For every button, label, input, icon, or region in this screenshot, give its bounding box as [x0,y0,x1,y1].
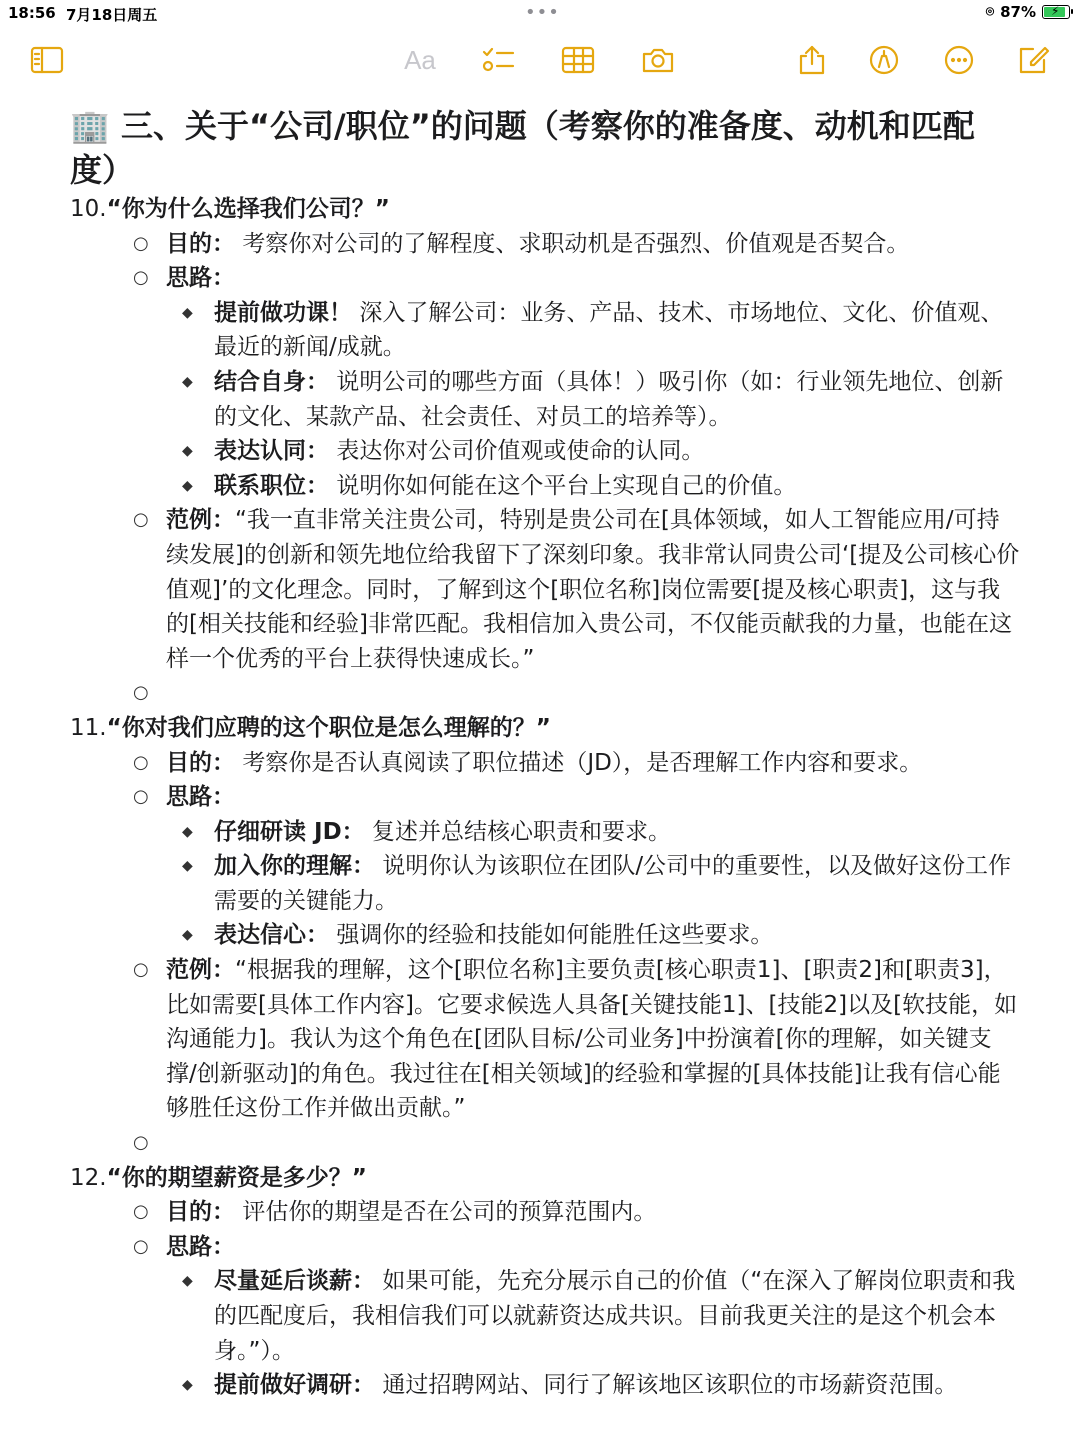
focus-icon: ⌾ [985,4,995,20]
tip-text: 说明你如何能在这个平台上实现自己的价值。 [336,472,797,499]
question-title: “你的期望薪资是多少？” [106,1164,367,1191]
purpose-text: 考察你是否认真阅读了职位描述（JD），是否理解工作内容和要求。 [242,749,923,776]
tip-text: 说明你认为该职位在团队/公司中的重要性，以及做好这份工作需要的关键能力。 [214,853,1012,914]
format-text-button[interactable]: Aa [404,44,436,75]
diamond-bullet-icon: ◆ [182,1377,193,1394]
tip-label: 尽量延后谈薪： [214,1268,375,1295]
diamond-bullet-icon: ◆ [182,304,193,321]
tip-item [70,296,1020,365]
status-right [986,3,1070,21]
hollow-bullet-icon: ○ [133,751,149,773]
example-text: “我一直非常关注贵公司，特别是贵公司在[具体领域，如人工智能应用/可持续发展]的创新和领先地位给我留下了深刻印象。我非常认同贵公司‘[提及公司核心价值观]’的文化理念。同时，了解到这个[职位名称]岗位需要[提及核心职责]，这与我的[相关技能和经验]非常匹配。我相信加入贵公司，不仅能贡献我的力量，也能在这样一个优秀的平台上获得快速成长。” [166,507,1020,672]
checklist-icon[interactable] [480,44,516,76]
purpose-text: 评估你的期望是否在公司的预算范围内。 [242,1199,657,1226]
example-item [70,503,1020,676]
question-number: 11. [70,714,107,741]
sidebar-icon[interactable] [29,44,65,76]
tip-label: 仔细研读 JD： [214,818,365,845]
question-number: 10. [70,196,107,222]
diamond-bullet-icon: ◆ [182,443,193,460]
status-bar [0,0,1080,28]
empty-list-item[interactable] [70,1126,1020,1161]
diamond-bullet-icon: ◆ [182,477,193,494]
share-icon[interactable] [794,44,830,76]
tip-item [70,434,1020,469]
empty-list-item[interactable] [70,676,1020,711]
question-heading [70,192,1020,227]
section-title: 🏢 三、关于“公司/职位”的问题（考察你的准备度、动机和匹配度） [70,107,975,189]
purpose-label: 目的： [166,230,235,257]
tip-item [70,918,1020,953]
hollow-bullet-icon: ○ [133,1132,149,1154]
example-text: “根据我的理解，这个[职位名称]主要负责[核心职责1]、[职责2]和[职责3]，比如需要[具体工作内容]。它要求候选人具备[关键技能1]、[技能2]以及[软技能，如沟通能力]。我认为这个角色在[团队目标/公司业务]中扮演着[你的理解，如关键支撑/创新驱动]的角色。我过往在[相关领域]的经验和掌握的[具体技能]让我有信心能够胜任这份工作并做出贡献。” [166,957,1018,1122]
hollow-bullet-icon: ○ [133,267,149,289]
hollow-bullet-icon: ○ [133,959,149,981]
question-title: “你为什么选择我们公司？” [106,196,390,222]
tip-label: 表达认同： [214,438,329,465]
camera-icon[interactable] [640,44,676,76]
battery-icon: ⚡ [1042,5,1070,19]
tip-text: 表达你对公司价值观或使命的认同。 [336,438,705,465]
question-list [70,192,1020,1403]
status-time: 18:56 [8,4,56,22]
hollow-bullet-icon: ○ [133,232,149,254]
tip-text: 通过招聘网站、同行了解该地区该职位的市场薪资范围。 [382,1372,958,1399]
multitask-dots-icon[interactable]: ••• [525,2,560,23]
tip-text: 深入了解公司：业务、产品、技术、市场地位、文化、价值观、最近的新闻/成就。 [214,299,1004,361]
hollow-bullet-icon: ○ [133,509,149,531]
tip-label: 提前做好调研： [214,1372,375,1399]
diamond-bullet-icon: ◆ [182,823,193,840]
tip-label: 联系职位： [214,472,329,499]
compose-icon[interactable] [1016,44,1052,76]
hollow-bullet-icon: ○ [133,786,149,808]
purpose-label: 目的： [166,749,235,776]
hollow-bullet-icon: ○ [133,682,149,704]
tip-text: 强调你的经验和技能如何能胜任这些要求。 [336,922,774,949]
approach-item [70,1230,1020,1265]
question-number: 12. [70,1164,107,1191]
battery-percent: 87% [1000,3,1036,21]
tip-label: 提前做功课！ [214,299,352,326]
status-date: 7月18日周五 [66,6,158,24]
table-icon[interactable] [560,44,596,76]
purpose-text: 考察你对公司的了解程度、求职动机是否强烈、价值观是否契合。 [242,230,910,257]
tip-item [70,849,1020,918]
tip-label: 表达信心： [214,922,329,949]
note-toolbar [0,38,1080,84]
diamond-bullet-icon: ◆ [182,373,193,390]
tip-label: 结合自身： [214,368,329,395]
markup-icon[interactable] [866,44,902,76]
example-label: 范例： [166,507,235,534]
purpose-item [70,227,1020,262]
tip-item [70,815,1020,850]
more-icon[interactable] [941,44,977,76]
tip-label: 加入你的理解： [214,853,375,880]
diamond-bullet-icon: ◆ [182,1273,193,1290]
tip-text: 如果可能，先充分展示自己的价值（“在深入了解岗位职责和我的匹配度后，我相信我们可以就薪资达成共识。目前我更关注的是这个机会本身。”）。 [214,1268,1016,1364]
purpose-label: 目的： [166,1199,235,1226]
note-body[interactable] [70,104,1020,1403]
approach-label: 思路： [166,1233,235,1260]
tip-item [70,365,1020,434]
purpose-item [70,746,1020,781]
approach-item [70,261,1020,296]
hollow-bullet-icon: ○ [133,1201,149,1223]
question-title: “你对我们应聘的这个职位是怎么理解的？” [106,714,551,741]
example-item [70,953,1020,1126]
approach-label: 思路： [166,265,235,292]
tip-item [70,1368,1020,1403]
tip-text: 说明公司的哪些方面（具体！）吸引你（如：行业领先地位、创新的文化、某款产品、社会责任、对员工的培养等）。 [214,368,1004,430]
question-heading [70,1161,1020,1196]
question-heading [70,711,1020,746]
tip-item [70,1264,1020,1368]
diamond-bullet-icon: ◆ [182,858,193,875]
approach-item [70,780,1020,815]
diamond-bullet-icon: ◆ [182,927,193,944]
approach-label: 思路： [166,784,235,811]
hollow-bullet-icon: ○ [133,1235,149,1257]
tip-text: 复述并总结核心职责和要求。 [371,818,671,845]
purpose-item [70,1195,1020,1230]
example-label: 范例： [166,957,235,984]
tip-item [70,469,1020,504]
